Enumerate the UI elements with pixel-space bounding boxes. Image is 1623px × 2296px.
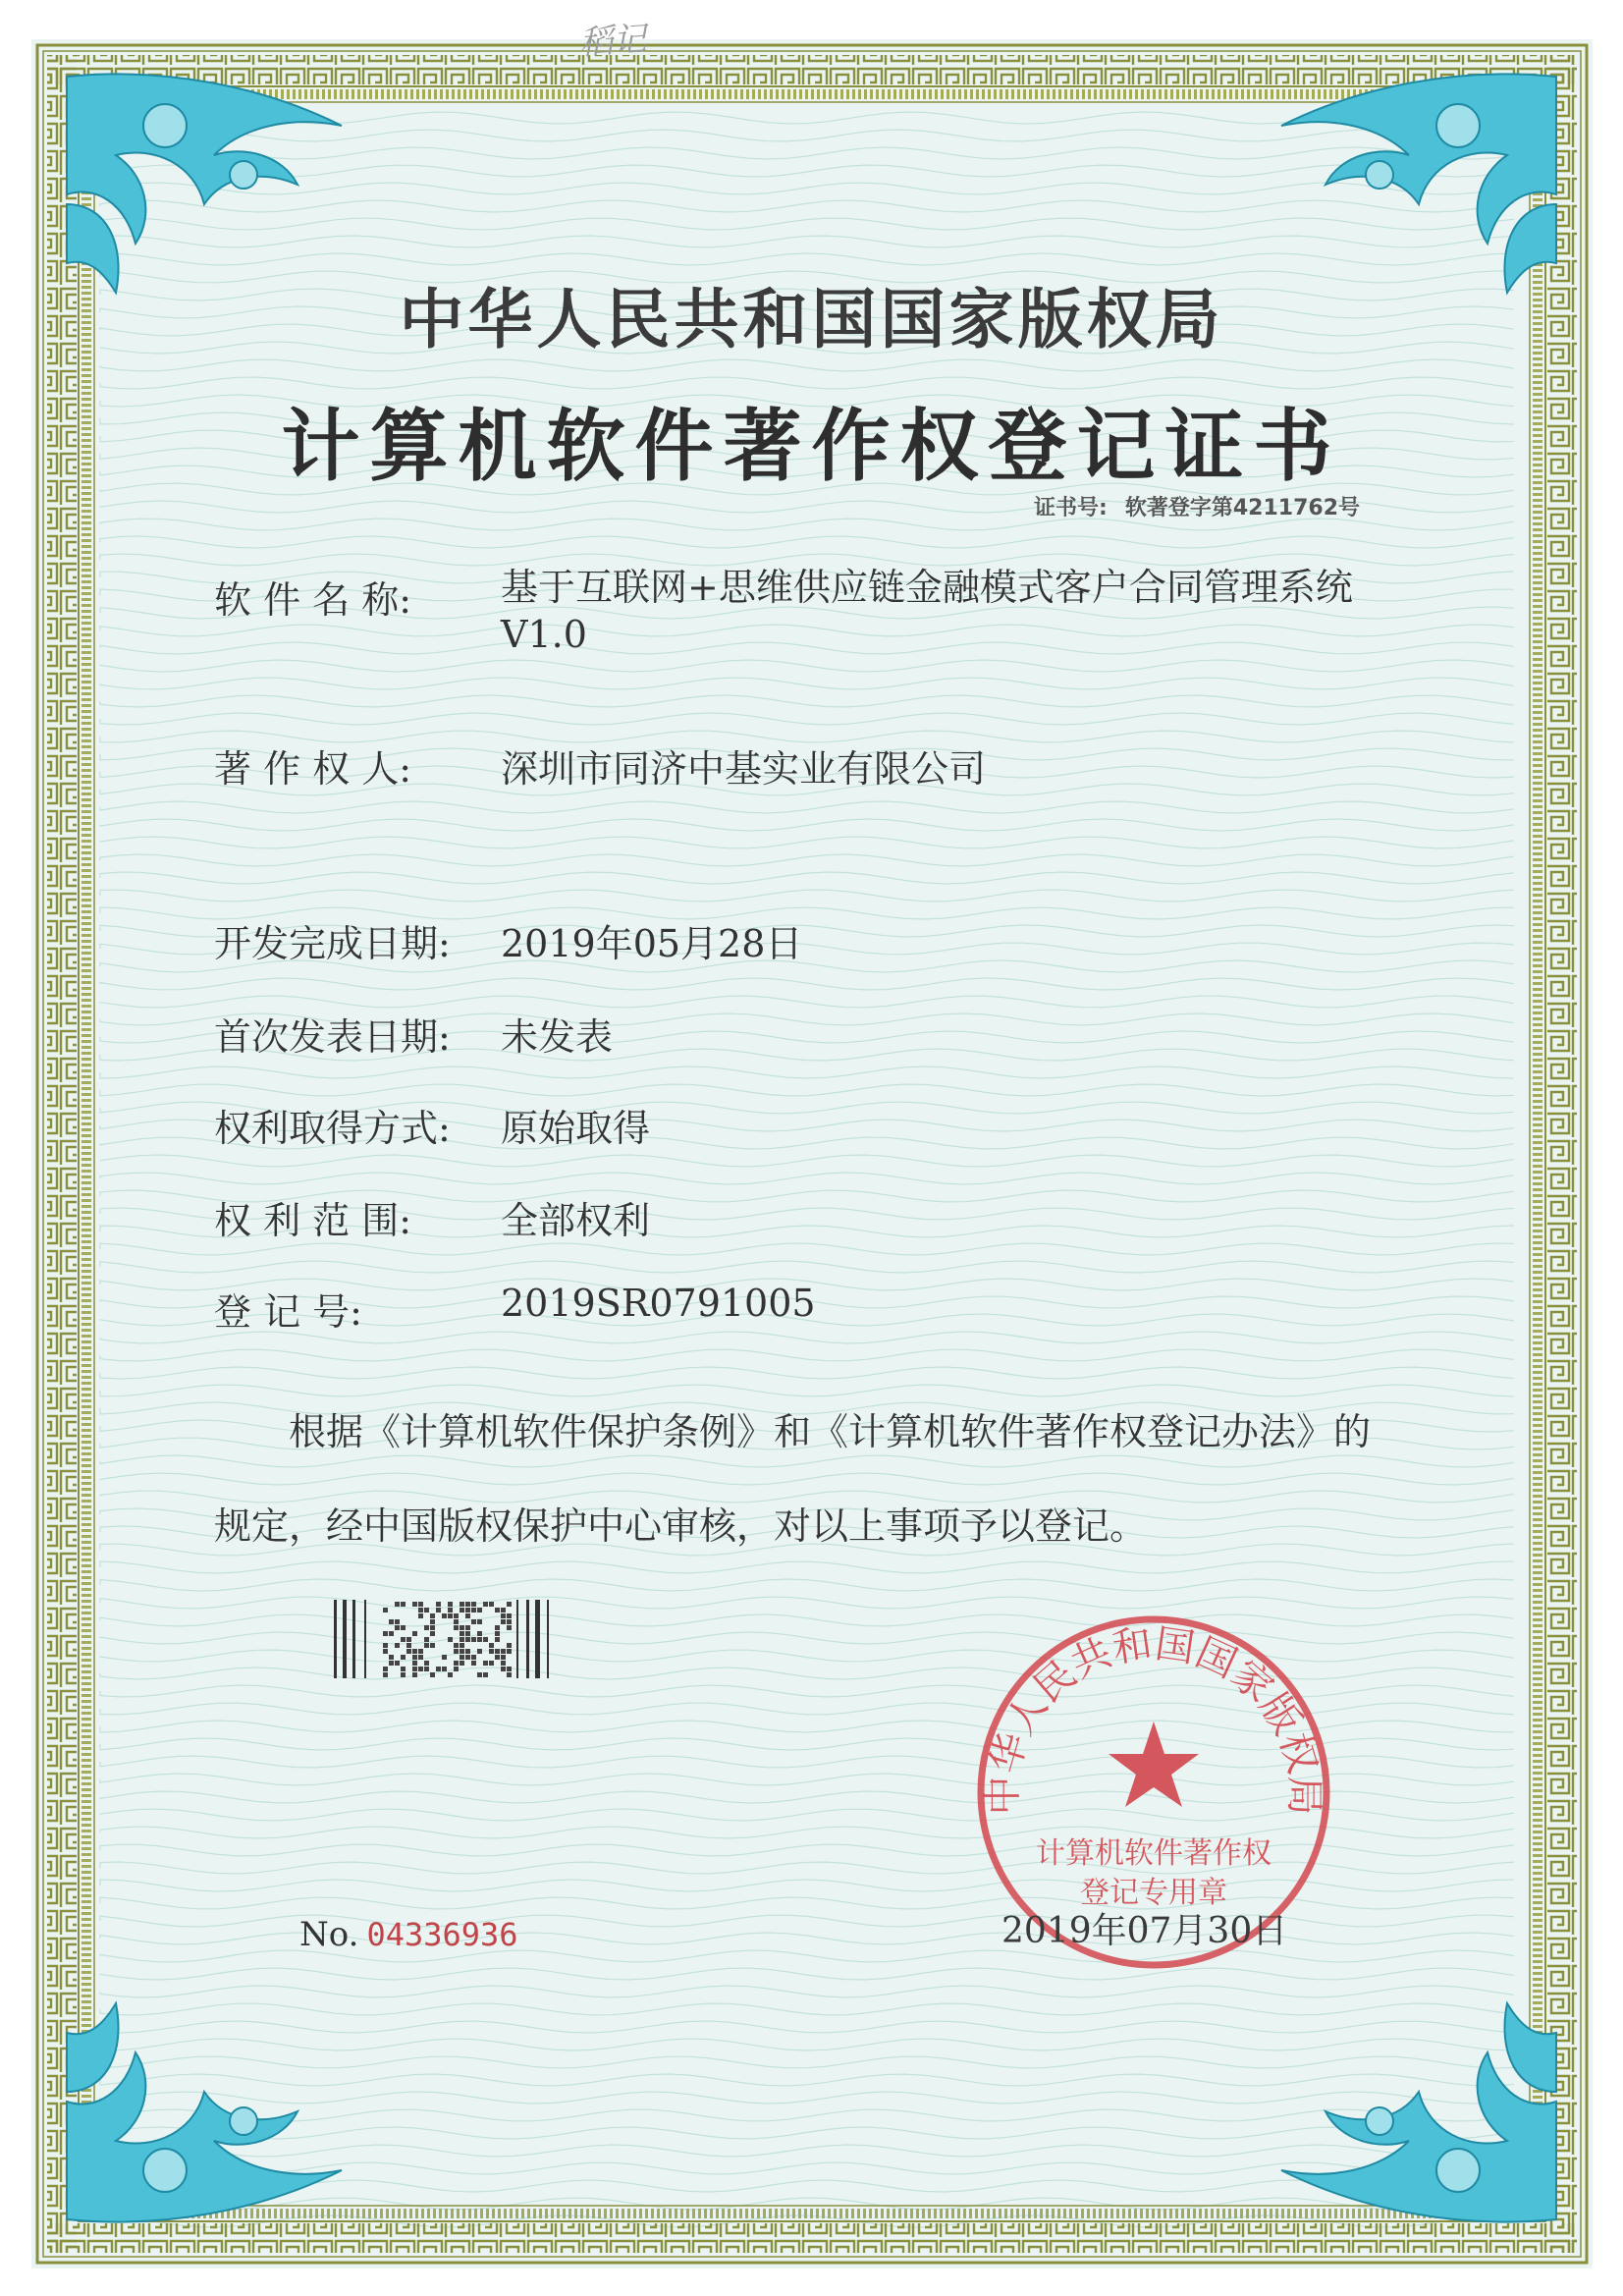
acquire-value: 原始取得	[501, 1107, 651, 1150]
dev-date-value: 2019年05月28日	[501, 922, 803, 965]
publish-date-value: 未发表	[501, 1015, 614, 1059]
software-name-text: 基于互联网+思维供应链金融模式客户合同管理系统	[501, 566, 1353, 609]
seal-star-icon	[1109, 1722, 1199, 1807]
software-name-value	[501, 564, 1581, 658]
seal-date: 2019年07月30日	[1001, 1911, 1288, 1951]
corner-ornament-bottom-left	[47, 1944, 371, 2239]
certificate-number-value: 软著登字第4211762号	[1124, 496, 1360, 520]
certificate-number-label: 证书号:	[1034, 496, 1108, 520]
software-name-label: 软 件 名 称:	[214, 578, 412, 622]
scope-value: 全部权利	[501, 1199, 651, 1242]
certificate-paper	[31, 39, 1593, 2269]
publish-date-label: 首次发表日期:	[214, 1015, 451, 1059]
registration-label: 登 记 号:	[214, 1290, 362, 1334]
seal-center-line-2: 登记专用章	[1080, 1876, 1227, 1910]
statement-line-1: 根据《计算机软件保护条例》和《计算机软件著作权登记办法》的	[289, 1410, 1372, 1453]
serial-number	[299, 1915, 518, 1954]
scope-label: 权 利 范 围:	[214, 1199, 412, 1242]
owner-label: 著 作 权 人:	[214, 747, 412, 791]
certificate-title: 计算机软件著作权登记证书	[281, 400, 1342, 492]
issuing-authority: 中华人民共和国国家版权局	[399, 282, 1224, 357]
registration-number: 2019SR0791005	[501, 1282, 816, 1325]
serial-value: 04336936	[366, 1916, 518, 1953]
certification-statement	[214, 1385, 1412, 1573]
acquire-label: 权利取得方式:	[214, 1107, 451, 1150]
handwritten-note: 稻记	[577, 19, 648, 64]
certificate-number	[1016, 491, 1360, 521]
corner-ornament-bottom-right	[1252, 1944, 1576, 2239]
owner-value: 深圳市同济中基实业有限公司	[501, 747, 987, 791]
software-version: V1.0	[501, 613, 587, 656]
serial-prefix: No.	[299, 1915, 359, 1954]
greek-key-border	[31, 39, 1593, 2269]
seal-center-line-1: 计算机软件著作权	[1036, 1836, 1271, 1871]
dev-date-label: 开发完成日期:	[214, 922, 451, 965]
seal-ring-text: 中华人民共和国国家版权局	[980, 1620, 1327, 1816]
statement-line-2: 规定，经中国版权保护中心审核，对以上事项予以登记。	[214, 1504, 1148, 1548]
barcode	[334, 1596, 560, 1682]
